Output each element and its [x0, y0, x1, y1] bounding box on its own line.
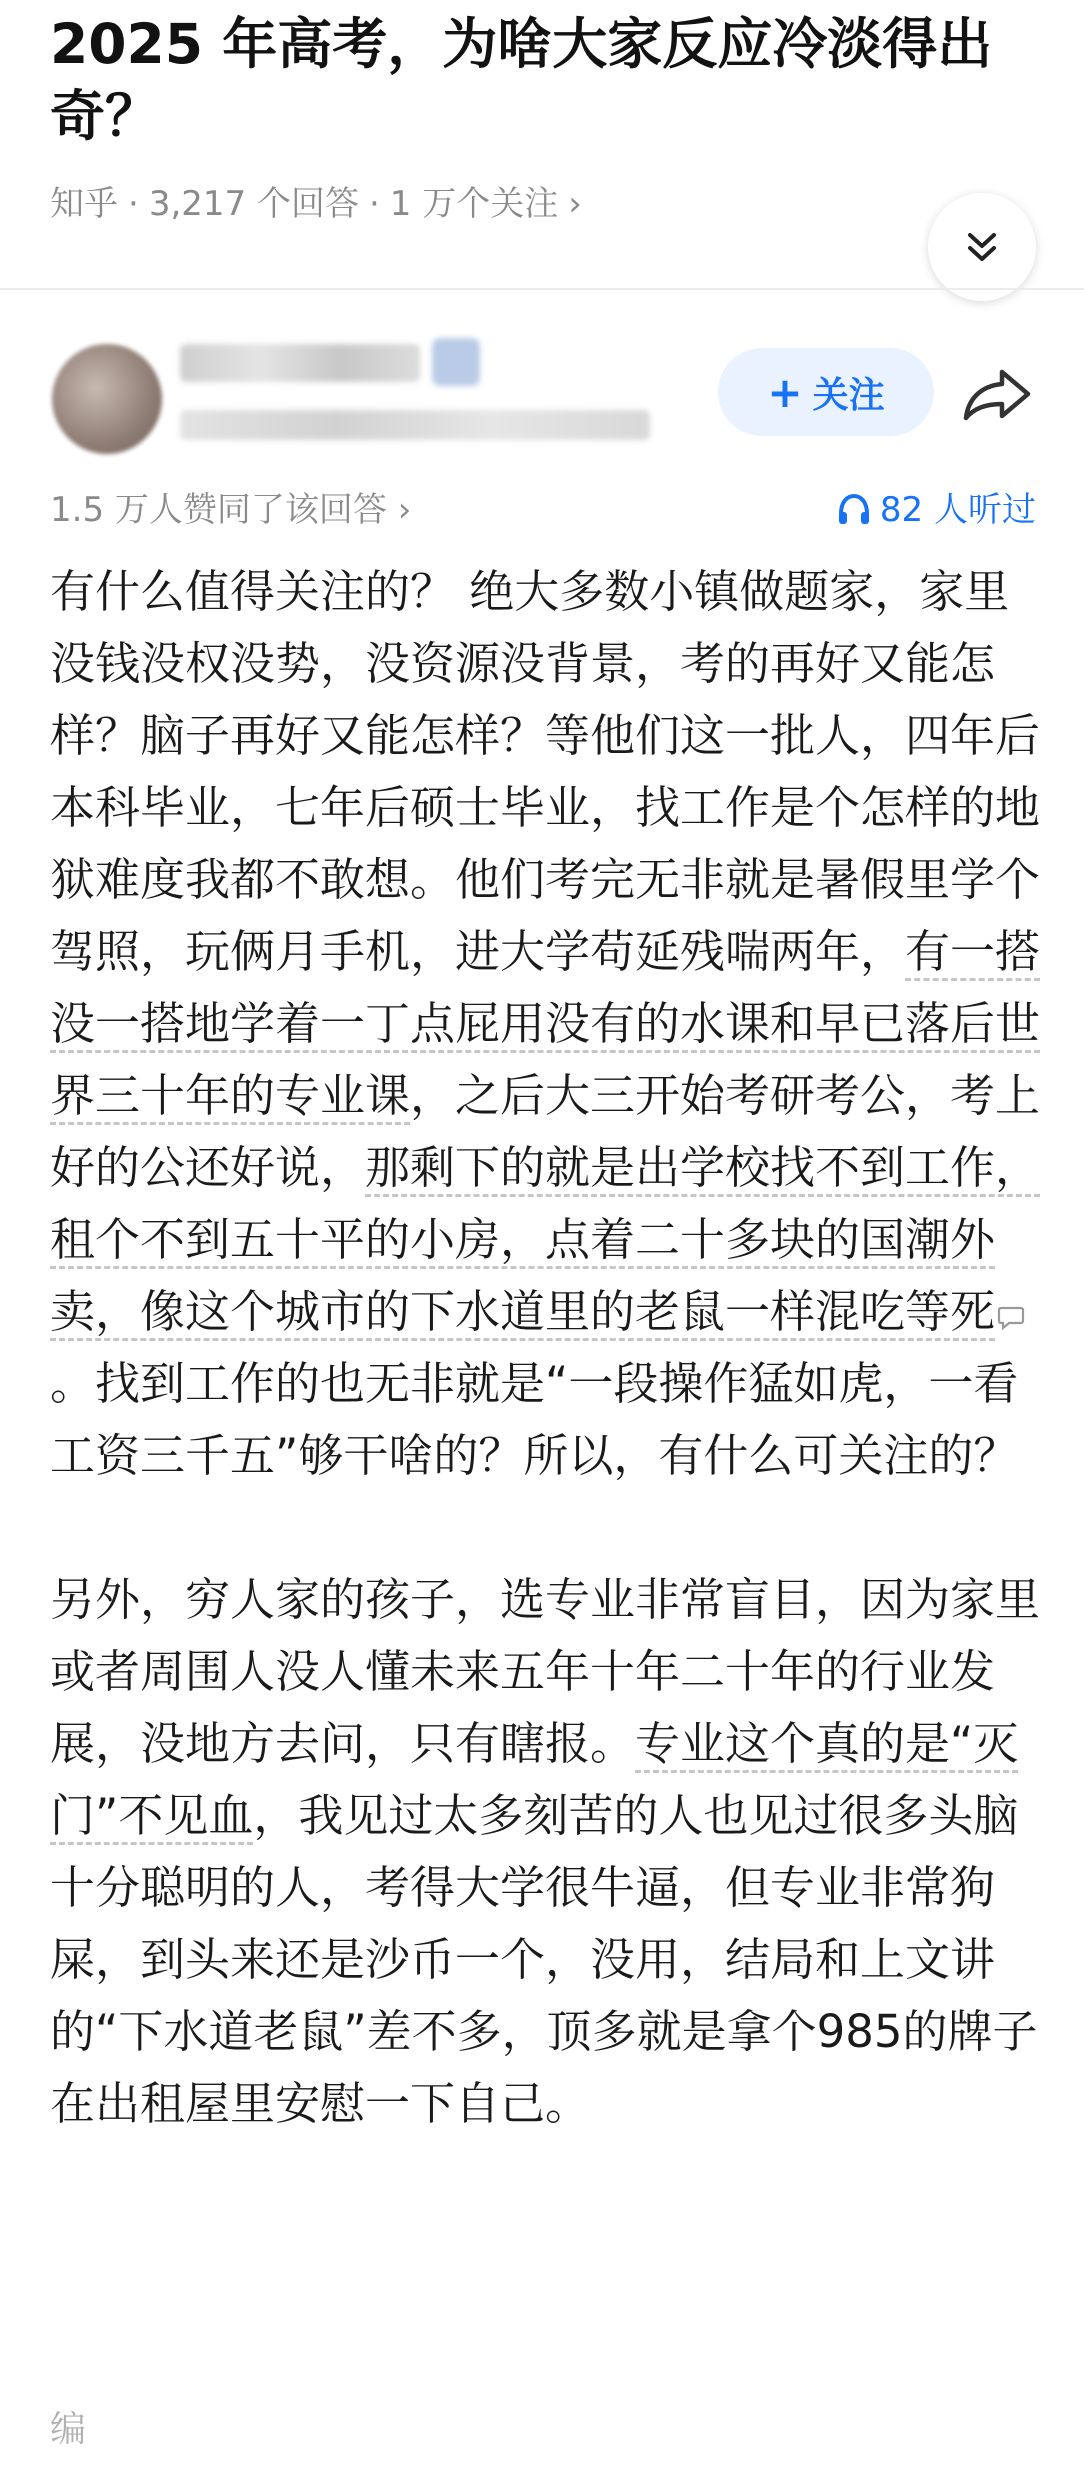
author-badge-blurred [432, 338, 480, 386]
listens-text: 82 人听过 [879, 490, 1036, 530]
answer-text: 有什么值得关注的？ 绝大多数小镇做题家，家里没钱没权没势，没资源没背景，考的再好又能怎样？脑子再好又能怎样？等他们这一批人，四年后本科毕业，七年后硕士毕业，找工作是个怎样的地狱难度我都不敢想。他们考完无非就是暑假里学个驾照，玩俩月手机，进大学苟延残喘两年， [50, 565, 1041, 978]
avatar[interactable] [52, 344, 162, 454]
headphones-icon [836, 492, 872, 528]
collapse-button[interactable] [928, 193, 1036, 301]
upvotes-link[interactable] [50, 480, 411, 540]
highlighted-annotation[interactable]: 那剩下的就是出学校找不到工作，租个不到五十平的小房，点着二十多块的国潮外卖，像这个城市的下水道里的老鼠一样混吃等死 [50, 1141, 1040, 1341]
answer-content [50, 556, 1046, 2140]
plus-icon: + [767, 367, 803, 417]
header-divider [0, 288, 1084, 290]
author-bio-blurred [180, 410, 650, 440]
followers-count: 1 万个关注 [389, 184, 559, 224]
question-meta[interactable] [50, 180, 582, 228]
author-row [0, 320, 1084, 480]
double-chevron-down-icon [962, 227, 1002, 267]
highlighted-annotation[interactable]: 有一搭没一搭地学着一丁点屁用没有的水课和早已落后世界三十年的专业课 [50, 925, 1040, 1125]
question-title[interactable]: 2025 年高考，为啥大家反应冷淡得出奇？ [50, 12, 993, 148]
highlighted-annotation[interactable]: 专业这个真的是“灭门”不见血 [50, 1717, 1018, 1845]
answer-text: ，我见过太多刻苦的人也见过很多头脑十分聪明的人，考得大学很牛逼，但专业非常狗屎，到头来还是沙币一个，没用，结局和上文讲的“下水道老鼠”差不多，顶多就是拿个985的牌子在出租屋里安慰一下自己。 [50, 1789, 1038, 2130]
paragraph-gap [50, 1492, 1046, 1564]
answer-text: 另外，穷人家的孩子，选专业非常盲目，因为家里或者周围人没人懂未来五年十年二十年的行业发展，没地方去问，只有瞎报。 [50, 1573, 1041, 1770]
chevron-right-icon: › [397, 490, 412, 530]
answer-stats [0, 480, 1084, 540]
question-header [0, 0, 1084, 290]
share-arrow-icon[interactable] [960, 364, 1036, 424]
chevron-right-icon: › [568, 184, 582, 224]
comment-bubble-icon[interactable] [997, 1305, 1025, 1331]
meta-separator: · [368, 184, 380, 224]
listen-button[interactable] [836, 480, 1036, 540]
answer-paragraph [50, 1564, 1046, 2140]
follow-button[interactable] [718, 348, 934, 436]
meta-separator: · [128, 184, 139, 224]
answers-count: 3,217 个回答 [148, 184, 359, 224]
answer-paragraph [50, 556, 1046, 1492]
follow-label: 关注 [812, 374, 885, 416]
edit-label: 编 [50, 2409, 87, 2450]
source-label: 知乎 [50, 184, 118, 224]
answer-text: ，之后大三开始考研考公，考上好的公还好说， [50, 1069, 1041, 1194]
answer-text: 。找到工作的也无非就是“一段操作猛如虎，一看工资三千五”够干啥的？所以，有什么可关注的？ [50, 1357, 1019, 1482]
upvotes-text: 1.5 万人赞同了该回答 [50, 490, 387, 530]
author-name-blurred[interactable] [180, 344, 420, 382]
